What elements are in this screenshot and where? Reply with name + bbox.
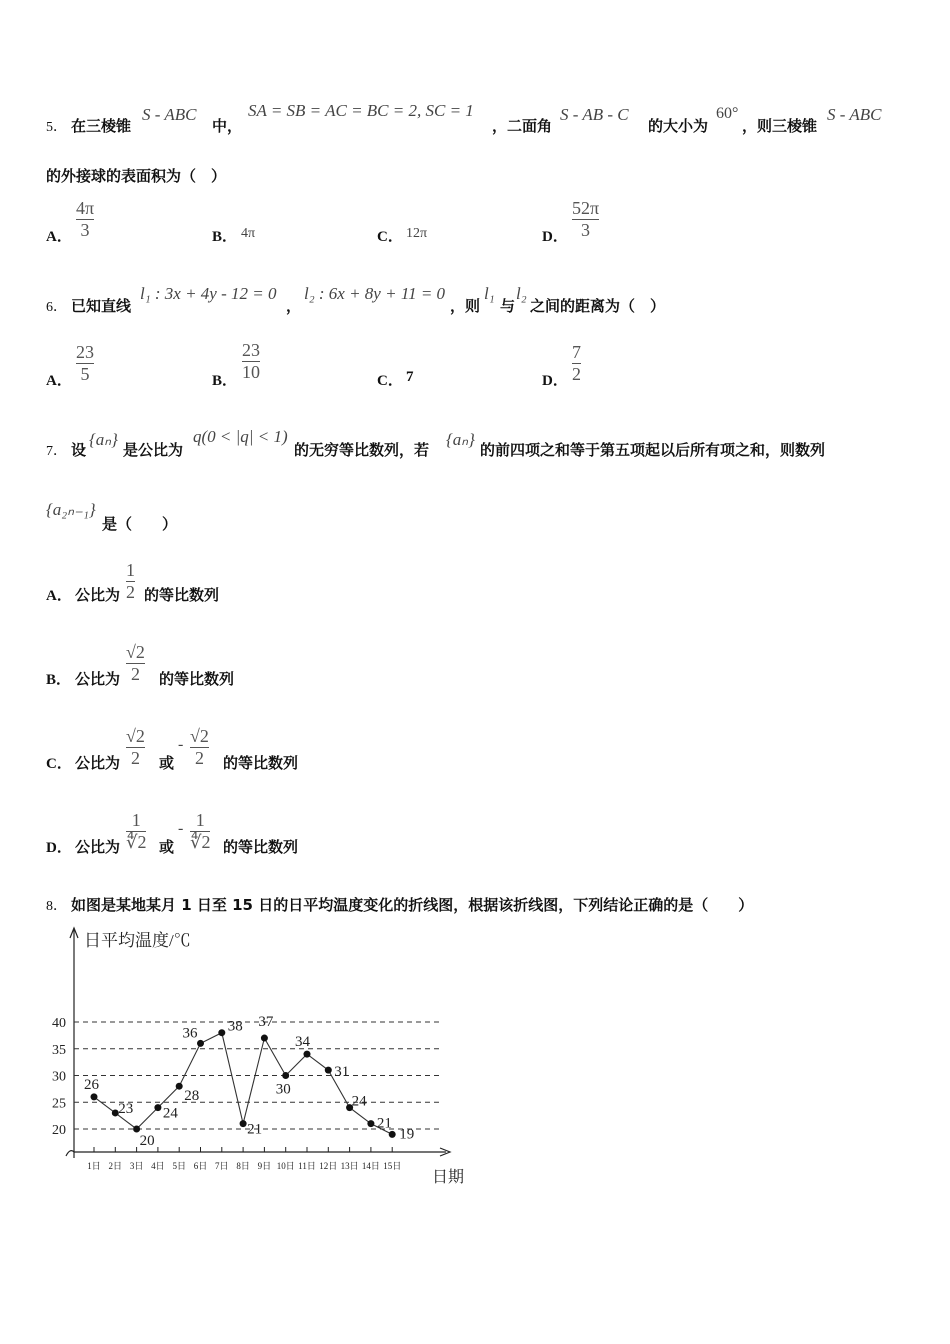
numerator: 1 <box>195 810 205 830</box>
x-tick-label: 12日 <box>319 1161 338 1171</box>
denominator: 2 <box>126 581 135 602</box>
option-label: C． <box>377 229 403 245</box>
y-tick-label: 40 <box>52 1016 66 1031</box>
question-text: 的前四项之和等于第五项起以后所有项之和，则数列 <box>480 441 826 459</box>
data-label: 24 <box>351 1093 367 1110</box>
data-point <box>133 1126 140 1133</box>
denominator: 3 <box>581 219 591 240</box>
numerator: 1 <box>131 810 141 830</box>
numerator: √2 <box>190 726 209 746</box>
data-label: 34 <box>295 1034 310 1051</box>
option-label: B． <box>212 229 238 245</box>
math-expression: SA = SB = AC = BC = 2, SC = 1 <box>248 101 474 120</box>
question-text: 的大小为 <box>648 117 709 135</box>
question-text: 是（ ） <box>102 515 178 533</box>
denominator: 5 <box>80 363 90 384</box>
option-value: 4π <box>241 226 256 241</box>
option-text: 或 <box>159 754 175 772</box>
math-expression: l₁ <box>484 284 495 303</box>
option-text: 公比为 <box>75 754 121 772</box>
y-tick-label: 25 <box>52 1096 66 1112</box>
question-6-options <box>46 342 906 392</box>
x-tick-label: 7日 <box>215 1161 229 1171</box>
x-tick-label: 9日 <box>257 1161 272 1171</box>
question-text: 与 <box>500 297 516 315</box>
question-text: ，则 <box>450 297 481 315</box>
option-text: 的等比数列 <box>223 838 299 856</box>
x-tick-label: 4日 <box>151 1161 165 1171</box>
numerator: 52π <box>572 198 600 218</box>
temperature-line-chart <box>40 920 500 1190</box>
option-text: 或 <box>159 838 175 856</box>
minus-sign: - <box>178 820 184 837</box>
denominator: 2 <box>194 747 204 768</box>
math-expression: q(0 < |q| < 1) <box>193 427 288 446</box>
data-point <box>176 1083 183 1090</box>
denominator: 3 <box>80 219 90 240</box>
y-tick-label: 30 <box>52 1069 66 1085</box>
data-label: 21 <box>247 1121 263 1138</box>
x-tick-label: 11日 <box>298 1161 316 1171</box>
question-text: ，则三棱锥 <box>742 117 818 135</box>
math-expression: S - ABC <box>142 105 197 124</box>
x-axis <box>66 1151 446 1156</box>
data-point <box>367 1120 374 1127</box>
option-text: 公比为 <box>75 586 121 604</box>
question-text: 之间的距离为（ ） <box>530 297 666 315</box>
option-label: D． <box>542 373 568 389</box>
numerator: 23 <box>76 342 94 362</box>
numerator: √2 <box>126 726 145 746</box>
data-label: 31 <box>334 1064 350 1081</box>
option-label: B． <box>46 672 72 688</box>
denominator: 2 <box>130 747 140 768</box>
option-value: 7 <box>406 369 414 385</box>
option-label: D． <box>46 840 72 856</box>
option-label: D． <box>542 229 568 245</box>
numerator: √2 <box>126 642 145 662</box>
x-tick-label: 2日 <box>108 1161 123 1171</box>
question-number: 8． <box>46 899 67 914</box>
denominator: 10 <box>242 361 260 382</box>
fraction <box>572 342 581 384</box>
numerator: 23 <box>242 340 260 360</box>
math-expression: l₂ <box>516 284 527 303</box>
question-text: 中， <box>212 117 243 135</box>
denominator: 2 <box>130 663 140 684</box>
math-expression: S - ABC <box>827 105 882 124</box>
option-label: A． <box>46 229 72 245</box>
data-label: 37 <box>258 1014 274 1031</box>
fraction <box>76 198 94 240</box>
fraction <box>126 642 145 684</box>
data-point <box>389 1131 396 1138</box>
data-label: 36 <box>182 1025 198 1042</box>
question-text: 在三棱锥 <box>71 117 132 135</box>
denominator: 2 <box>572 363 581 384</box>
option-text: 公比为 <box>75 670 121 688</box>
data-label: 19 <box>399 1126 415 1143</box>
question-5-line2: 的外接球的表面积为（ ） <box>46 167 227 185</box>
y-axis-label: 日平均温度/℃ <box>84 931 191 950</box>
option-value: 12π <box>406 226 428 241</box>
question-text: 已知直线 <box>71 297 132 315</box>
series-line <box>94 1033 392 1135</box>
question-number: 5． <box>46 120 67 135</box>
x-tick-label: 1日 <box>87 1161 101 1171</box>
numerator: 4π <box>76 198 95 218</box>
denominator: ∜2 <box>126 831 147 852</box>
fraction <box>572 198 599 240</box>
data-point <box>218 1029 225 1036</box>
x-tick-label: 3日 <box>129 1161 144 1171</box>
math-expression: l₁ : 3x + 4y - 12 = 0 <box>140 284 277 303</box>
option-label: C． <box>377 373 403 389</box>
data-point <box>240 1120 247 1127</box>
data-point <box>282 1072 289 1079</box>
x-tick-label: 15日 <box>383 1161 402 1171</box>
question-number: 6． <box>46 300 67 315</box>
data-point <box>261 1035 268 1042</box>
option-label: B． <box>212 373 238 389</box>
numerator: 7 <box>572 342 581 362</box>
data-label: 38 <box>227 1018 243 1035</box>
option-label: A． <box>46 373 72 389</box>
option-text: 的等比数列 <box>159 670 235 688</box>
option-text: 的等比数列 <box>223 754 299 772</box>
denominator: ∜2 <box>190 831 211 852</box>
data-point <box>304 1051 311 1058</box>
data-point <box>154 1104 161 1111</box>
question-5-options <box>46 198 906 248</box>
data-point <box>91 1093 98 1100</box>
x-tick-label: 13日 <box>340 1161 359 1171</box>
x-tick-label: 8日 <box>236 1161 250 1171</box>
question-text: ，二面角 <box>492 117 553 135</box>
data-label: 23 <box>118 1100 134 1117</box>
question-text: 如图是某地某月 1 日至 15 日的日平均温度变化的折线图，根据该折线图，下列结论正确的是（ ） <box>71 896 754 914</box>
fraction <box>126 726 145 768</box>
x-tick-label: 5日 <box>172 1161 186 1171</box>
minus-sign: - <box>178 736 184 753</box>
question-text: 设 <box>71 441 87 459</box>
fraction <box>76 342 94 384</box>
x-tick-label: 10日 <box>276 1161 295 1171</box>
data-label: 24 <box>162 1105 178 1122</box>
x-tick-label: 6日 <box>193 1161 208 1171</box>
data-label: 20 <box>139 1133 155 1149</box>
fraction <box>190 726 209 768</box>
fraction <box>126 560 135 602</box>
data-point <box>325 1067 332 1074</box>
x-tick-label: 14日 <box>361 1161 380 1171</box>
fraction <box>126 810 146 852</box>
data-label: 28 <box>184 1088 200 1105</box>
data-label: 30 <box>275 1081 291 1098</box>
option-text: 的等比数列 <box>144 586 220 604</box>
math-expression: {aₙ} <box>446 430 475 449</box>
x-axis-label: 日期 <box>432 1169 465 1186</box>
fraction <box>242 340 260 382</box>
data-point <box>197 1040 204 1047</box>
question-text: 的无穷等比数列，若 <box>294 441 430 459</box>
math-expression: l₂ : 6x + 8y + 11 = 0 <box>304 284 446 303</box>
y-tick-label: 35 <box>52 1042 66 1058</box>
question-text: 是公比为 <box>123 441 184 459</box>
question-text: ， <box>286 297 302 315</box>
math-expression: S - AB - C <box>560 105 629 124</box>
data-label: 26 <box>84 1076 99 1093</box>
option-label: A． <box>46 588 72 604</box>
math-expression: 60° <box>716 105 739 122</box>
question-number: 7． <box>46 444 67 459</box>
option-text: 公比为 <box>75 838 121 856</box>
math-expression: {a₂ₙ₋₁} <box>46 500 96 519</box>
data-label: 21 <box>376 1115 392 1132</box>
math-expression: {aₙ} <box>89 430 118 449</box>
y-tick-label: 20 <box>52 1123 66 1138</box>
fraction <box>190 810 210 852</box>
option-label: C． <box>46 756 72 772</box>
numerator: 1 <box>126 560 135 580</box>
